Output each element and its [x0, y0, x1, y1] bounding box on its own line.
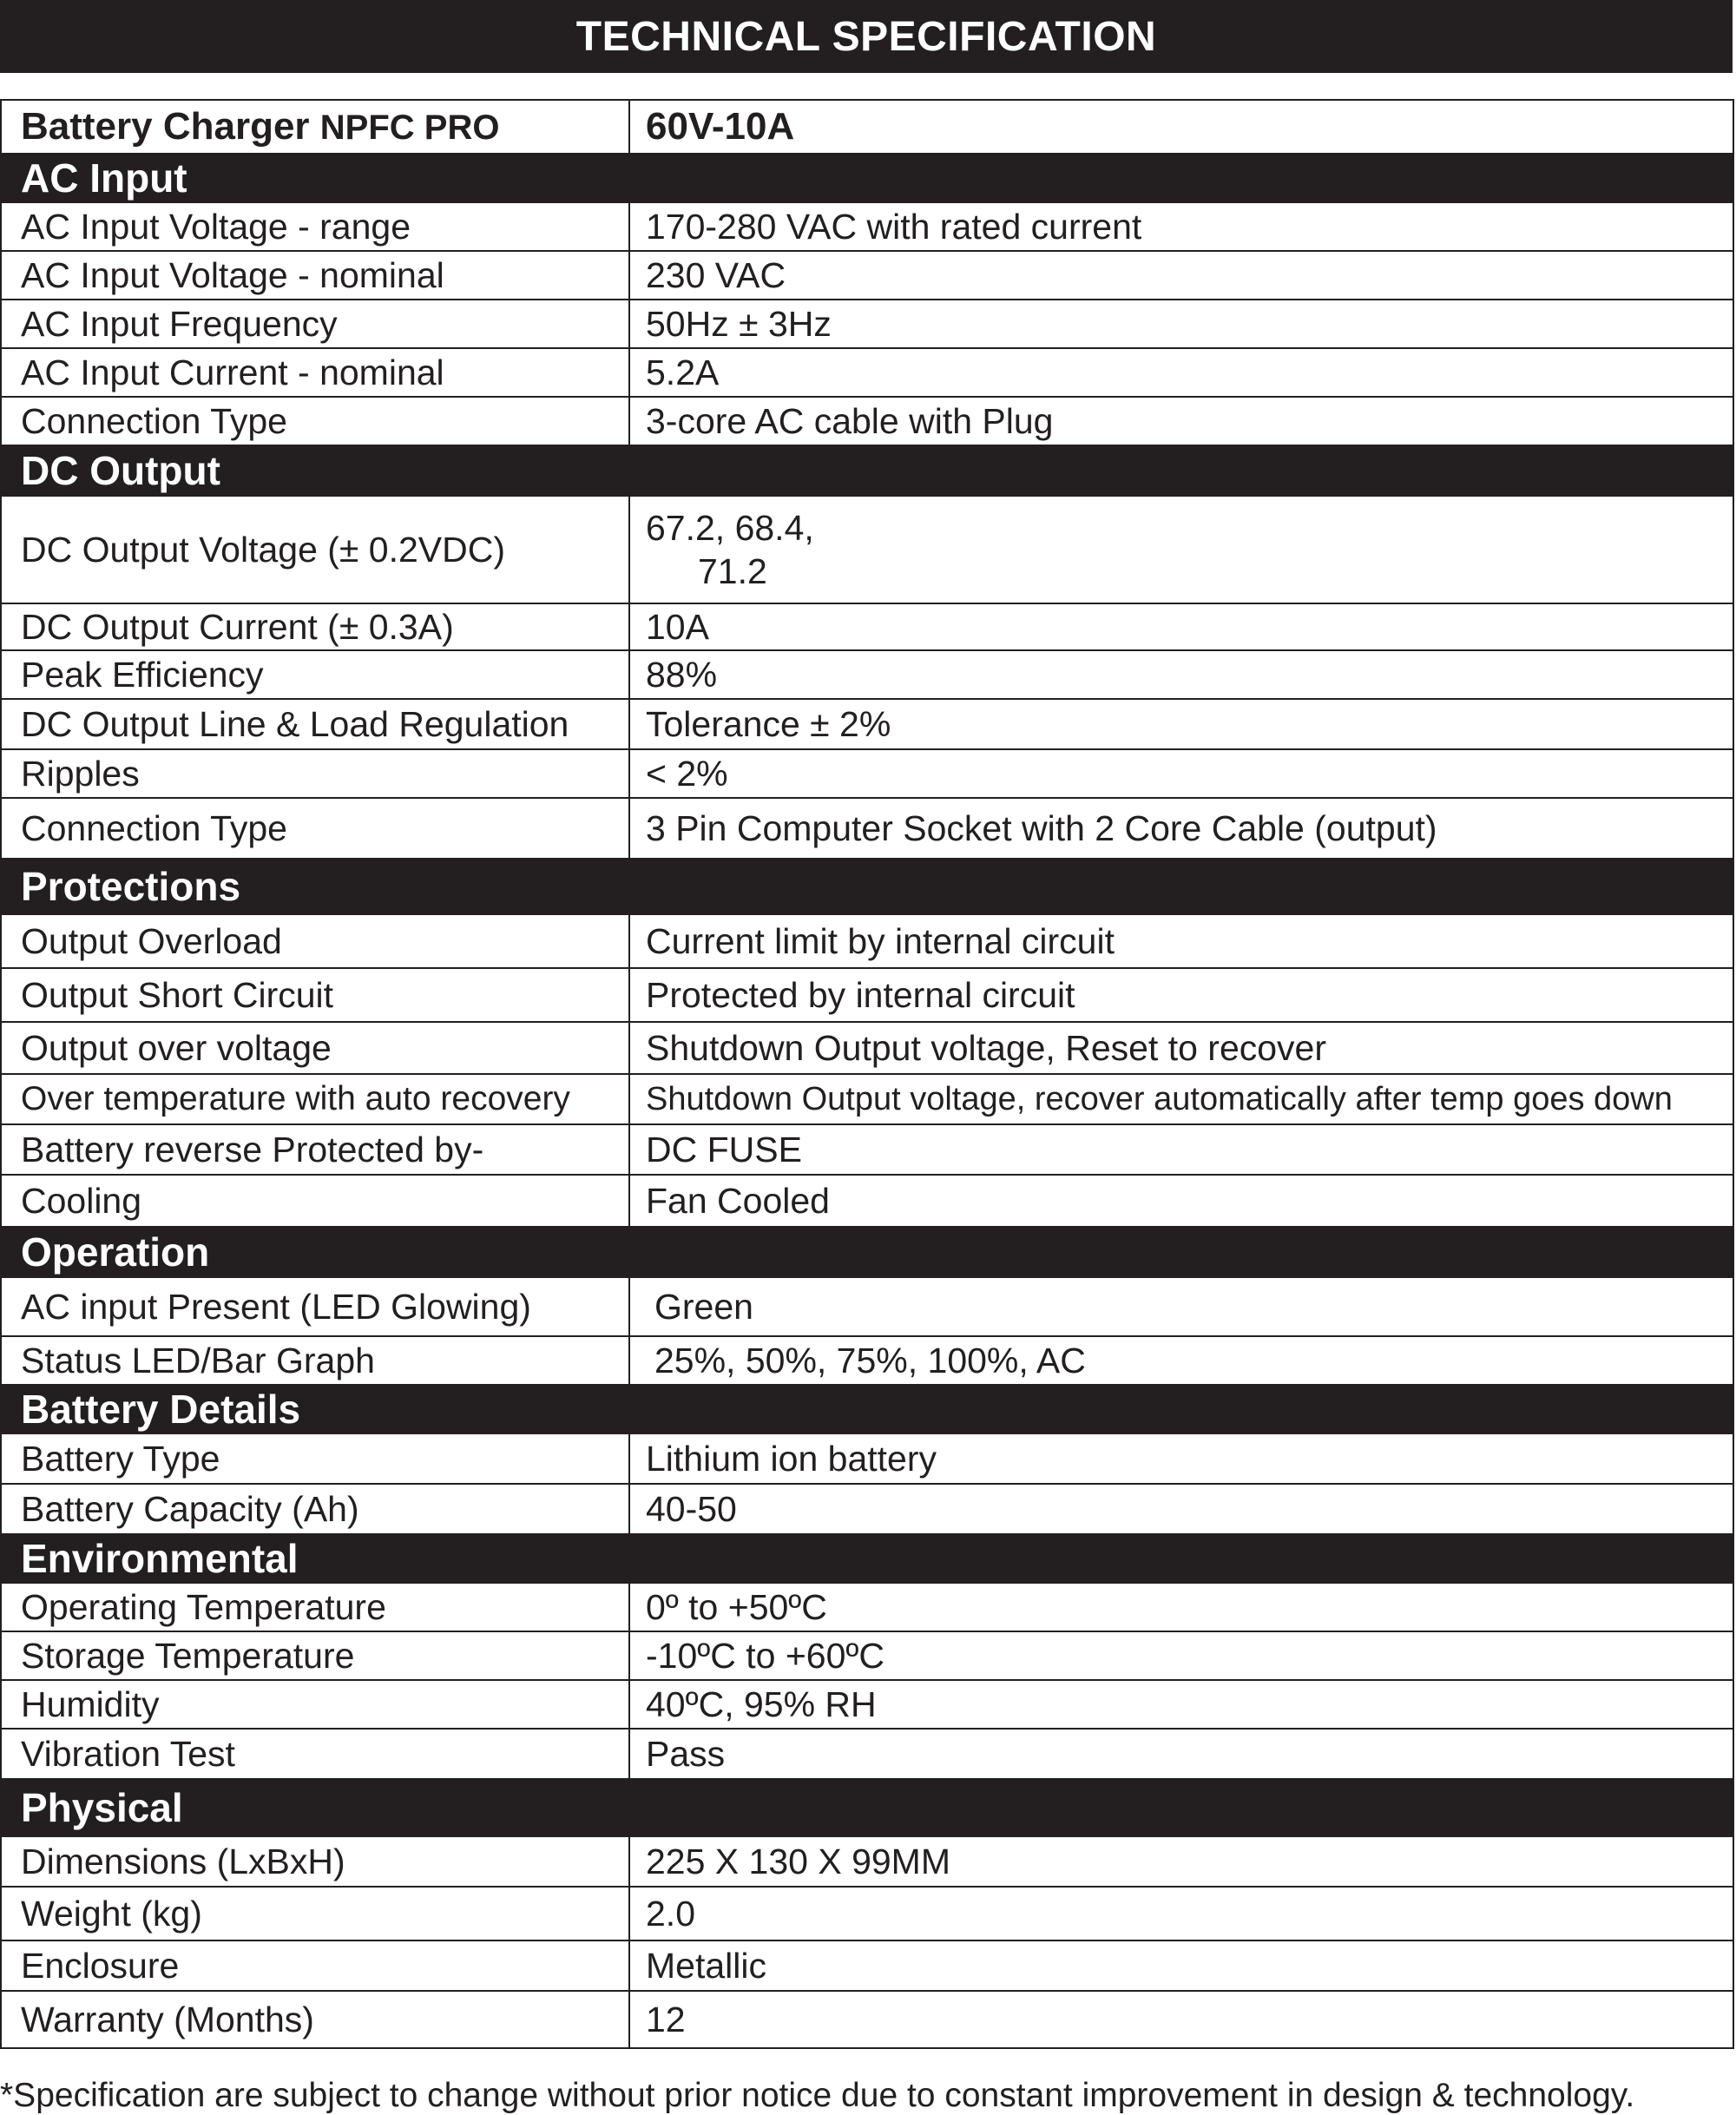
table-row [1, 1277, 1733, 1336]
specification-table [0, 99, 1734, 2049]
table-row [1, 650, 1733, 699]
spec-label: AC Input Voltage - nominal [1, 251, 629, 300]
spec-label: Battery reverse Protected by- [1, 1124, 629, 1175]
spec-value: DC FUSE [629, 1124, 1733, 1175]
spec-value: 88% [629, 650, 1733, 699]
spec-label: Operating Temperature [1, 1583, 629, 1631]
table-row [1, 699, 1733, 749]
spec-label: AC Input Current - nominal [1, 348, 629, 397]
spec-label: DC Output Current (± 0.3A) [1, 603, 629, 650]
model-label-cell [1, 100, 629, 154]
spec-label: Output Short Circuit [1, 968, 629, 1022]
table-row [1, 251, 1733, 300]
table-row [1, 1484, 1733, 1534]
table-row [1, 1074, 1733, 1124]
spec-label: Over temperature with auto recovery [1, 1074, 629, 1124]
spec-value: -10ºC to +60ºC [629, 1631, 1733, 1680]
table-row [1, 1729, 1733, 1779]
spec-value [629, 496, 1733, 603]
spec-label: Connection Type [1, 397, 629, 445]
spec-value: 3 Pin Computer Socket with 2 Core Cable (output) [629, 798, 1733, 859]
table-row [1, 1583, 1733, 1631]
table-row [1, 1991, 1733, 2048]
spec-value: 0º to +50ºC [629, 1583, 1733, 1631]
table-row [1, 496, 1733, 603]
table-row [1, 1022, 1733, 1074]
table-row [1, 1836, 1733, 1887]
section-header-physical [1, 1779, 1733, 1836]
section-header-dc-output [1, 445, 1733, 496]
table-row [1, 397, 1733, 445]
table-row [1, 798, 1733, 859]
spec-label: Cooling [1, 1175, 629, 1227]
table-row [1, 603, 1733, 650]
spec-label: Enclosure [1, 1940, 629, 1991]
spec-label: AC Input Voltage - range [1, 202, 629, 251]
spec-value: 3-core AC cable with Plug [629, 397, 1733, 445]
section-heading: Battery Details [1, 1385, 1733, 1433]
table-row [1, 749, 1733, 798]
spec-value: 2.0 [629, 1887, 1733, 1940]
spec-value: Pass [629, 1729, 1733, 1779]
section-header-ac-input [1, 154, 1733, 202]
spec-value: Green [629, 1277, 1733, 1336]
spec-value: Shutdown Output voltage, recover automatically after temp goes down [629, 1074, 1733, 1124]
spec-label: Battery Type [1, 1433, 629, 1484]
spec-value: 12 [629, 1991, 1733, 2048]
spec-label: Warranty (Months) [1, 1991, 629, 2048]
spec-label: Humidity [1, 1680, 629, 1729]
spec-value: Metallic [629, 1940, 1733, 1991]
table-row [1, 202, 1733, 251]
section-header-environmental [1, 1534, 1733, 1583]
table-row [1, 1433, 1733, 1484]
section-heading: Physical [1, 1779, 1733, 1836]
spec-value: Lithium ion battery [629, 1433, 1733, 1484]
table-row [1, 1940, 1733, 1991]
spec-value: 170-280 VAC with rated current [629, 202, 1733, 251]
spec-value: Shutdown Output voltage, Reset to recover [629, 1022, 1733, 1074]
spec-label: Battery Capacity (Ah) [1, 1484, 629, 1534]
model-label: Battery Charger [21, 105, 310, 148]
section-heading: Environmental [1, 1534, 1733, 1583]
spec-label: Storage Temperature [1, 1631, 629, 1680]
table-row [1, 1680, 1733, 1729]
spec-value: Tolerance ± 2% [629, 699, 1733, 749]
spec-label: DC Output Line & Load Regulation [1, 699, 629, 749]
table-row [1, 1124, 1733, 1175]
model-value: 60V-10A [629, 100, 1733, 154]
spec-label: AC Input Frequency [1, 300, 629, 348]
section-heading: AC Input [1, 154, 1733, 202]
spec-label: AC input Present (LED Glowing) [1, 1277, 629, 1336]
spec-label: Output Overload [1, 914, 629, 968]
spec-value: 225 X 130 X 99MM [629, 1836, 1733, 1887]
spec-value: Fan Cooled [629, 1175, 1733, 1227]
table-row [1, 1175, 1733, 1227]
spec-label: Connection Type [1, 798, 629, 859]
spec-value: 25%, 50%, 75%, 100%, AC [629, 1336, 1733, 1385]
section-header-protections [1, 859, 1733, 914]
footnote-disclaimer: *Specification are subject to change without prior notice due to constant improvement in design & technology. [0, 2077, 1635, 2114]
table-row [1, 968, 1733, 1022]
section-heading: DC Output [1, 445, 1733, 496]
spec-value-line: 67.2, 68.4, [646, 508, 814, 548]
table-row [1, 1336, 1733, 1385]
spec-value: Protected by internal circuit [629, 968, 1733, 1022]
table-row [1, 1631, 1733, 1680]
section-header-battery-details [1, 1385, 1733, 1433]
table-row [1, 348, 1733, 397]
spec-value: 230 VAC [629, 251, 1733, 300]
spec-value: < 2% [629, 749, 1733, 798]
model-row [1, 100, 1733, 154]
page-title: TECHNICAL SPECIFICATION [0, 0, 1733, 73]
spec-value: 5.2A [629, 348, 1733, 397]
spec-label: Status LED/Bar Graph [1, 1336, 629, 1385]
section-heading: Protections [1, 859, 1733, 914]
spec-label: Peak Efficiency [1, 650, 629, 699]
spec-label: Weight (kg) [1, 1887, 629, 1940]
model-series: NPFC PRO [319, 109, 500, 147]
spec-label: Dimensions (LxBxH) [1, 1836, 629, 1887]
spec-label: Output over voltage [1, 1022, 629, 1074]
section-header-operation [1, 1227, 1733, 1277]
spec-value: 40-50 [629, 1484, 1733, 1534]
spec-label: DC Output Voltage (± 0.2VDC) [1, 496, 629, 603]
table-row [1, 1887, 1733, 1940]
section-heading: Operation [1, 1227, 1733, 1277]
spec-value: Current limit by internal circuit [629, 914, 1733, 968]
table-row [1, 300, 1733, 348]
spec-value: 50Hz ± 3Hz [629, 300, 1733, 348]
spec-value: 10A [629, 603, 1733, 650]
spec-value-line: 71.2 [698, 551, 767, 591]
spec-value: 40ºC, 95% RH [629, 1680, 1733, 1729]
spec-label: Ripples [1, 749, 629, 798]
table-row [1, 914, 1733, 968]
spec-label: Vibration Test [1, 1729, 629, 1779]
